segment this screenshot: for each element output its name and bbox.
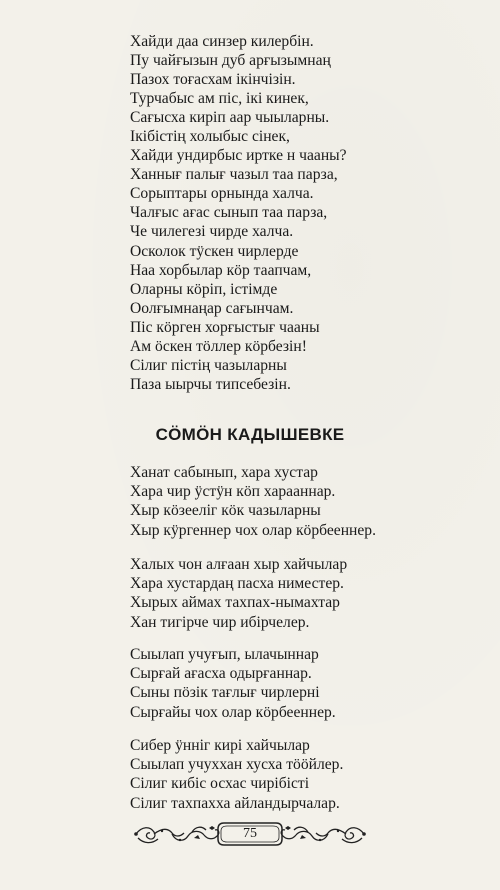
poem-line: Сағысха киріп аар чыыларны.	[130, 109, 330, 127]
poem-line: Паза ыырчы типсебезін.	[130, 375, 291, 393]
poem-line: Сырғай ағасха одырғаннар.	[130, 665, 312, 683]
poem-line: Ханнығ палығ чазыл таа парза,	[130, 166, 338, 184]
poem-line: Піс кӧрген хорғыстығ чааны	[130, 318, 320, 336]
poem-line: Хыр кӱргеннер чох олар кӧрбееннер.	[130, 521, 377, 539]
poem-line: Хара чир ӱстӱн кӧп харааннар.	[130, 483, 336, 501]
poem-line: Наа хорбылар кӧр таапчам,	[130, 261, 312, 279]
poem-line: Сілиг тахпахха айландырчалар.	[130, 794, 340, 812]
poem-line: Хайди даа синзер килербін.	[130, 33, 314, 50]
poem-line: Чалғыс ағас сынып таа парза,	[130, 204, 328, 222]
poem-line: Хара хустардаң пасха ниместер.	[130, 575, 344, 593]
poem-line: Халых чон алғаан хыр хайчылар	[130, 556, 348, 573]
stanza	[130, 645, 336, 722]
poem-line: Сілиг пістің чазыларны	[130, 356, 287, 374]
stanza	[130, 463, 376, 540]
poem-line: Че чилегезі чирде халча.	[130, 223, 294, 241]
poem-title: СӦМӦН КАДЫШЕВКЕ	[155, 425, 345, 444]
poem-line: Сыны пӧзік тағлығ чирлерні	[130, 684, 320, 702]
poem-line: Ханат сабынып, хара хустар	[130, 464, 318, 481]
poem-line: Сыылап учуххан хусха тӧӧйлер.	[130, 756, 344, 774]
poem-continued	[130, 32, 347, 394]
poem-line: Оларны кӧріп, істімде	[130, 280, 278, 298]
poem-line: Ам ӧскен тӧллер кӧрбезін!	[130, 337, 307, 355]
poem-line: Хыр кӧзееліг кӧк чазыларны	[130, 502, 321, 520]
poem-line: Пу чайғызын дуб арғызымнаң	[130, 52, 331, 70]
poem-line: Хайди ундирбыс иртке н чааны?	[130, 147, 347, 165]
poem-line: Хан тигірче чир ибірчелер.	[130, 613, 310, 631]
poem-line: Сибер ӱннiг кирі хайчылар	[130, 737, 310, 754]
poem-line: Сыылап учуғып, ылачыннар	[130, 646, 319, 663]
stanza	[130, 736, 343, 813]
stanza	[130, 555, 347, 632]
poem-line: Оолғымнаңар сағынчам.	[130, 299, 294, 317]
poem-line: Пазох тоғасхам ікінчізін.	[130, 71, 296, 89]
poem-line: Осколок тӱскен чирлерде	[130, 242, 299, 260]
poem-line: Турчабыс ам піс, ікі кинек,	[130, 90, 309, 108]
poem-line: Ікібістің холыбыс сінек,	[130, 128, 290, 146]
poem-line: Сілиг кибіс осхас чирібісті	[130, 775, 310, 793]
poem-line: Сырғайы чох олар кӧрбееннер.	[130, 703, 336, 721]
poem-line: Сорыптары орнында халча.	[130, 185, 314, 203]
poem-line: Хырых аймах тахпах-нымахтар	[130, 594, 340, 612]
page-number: 75	[243, 826, 257, 841]
